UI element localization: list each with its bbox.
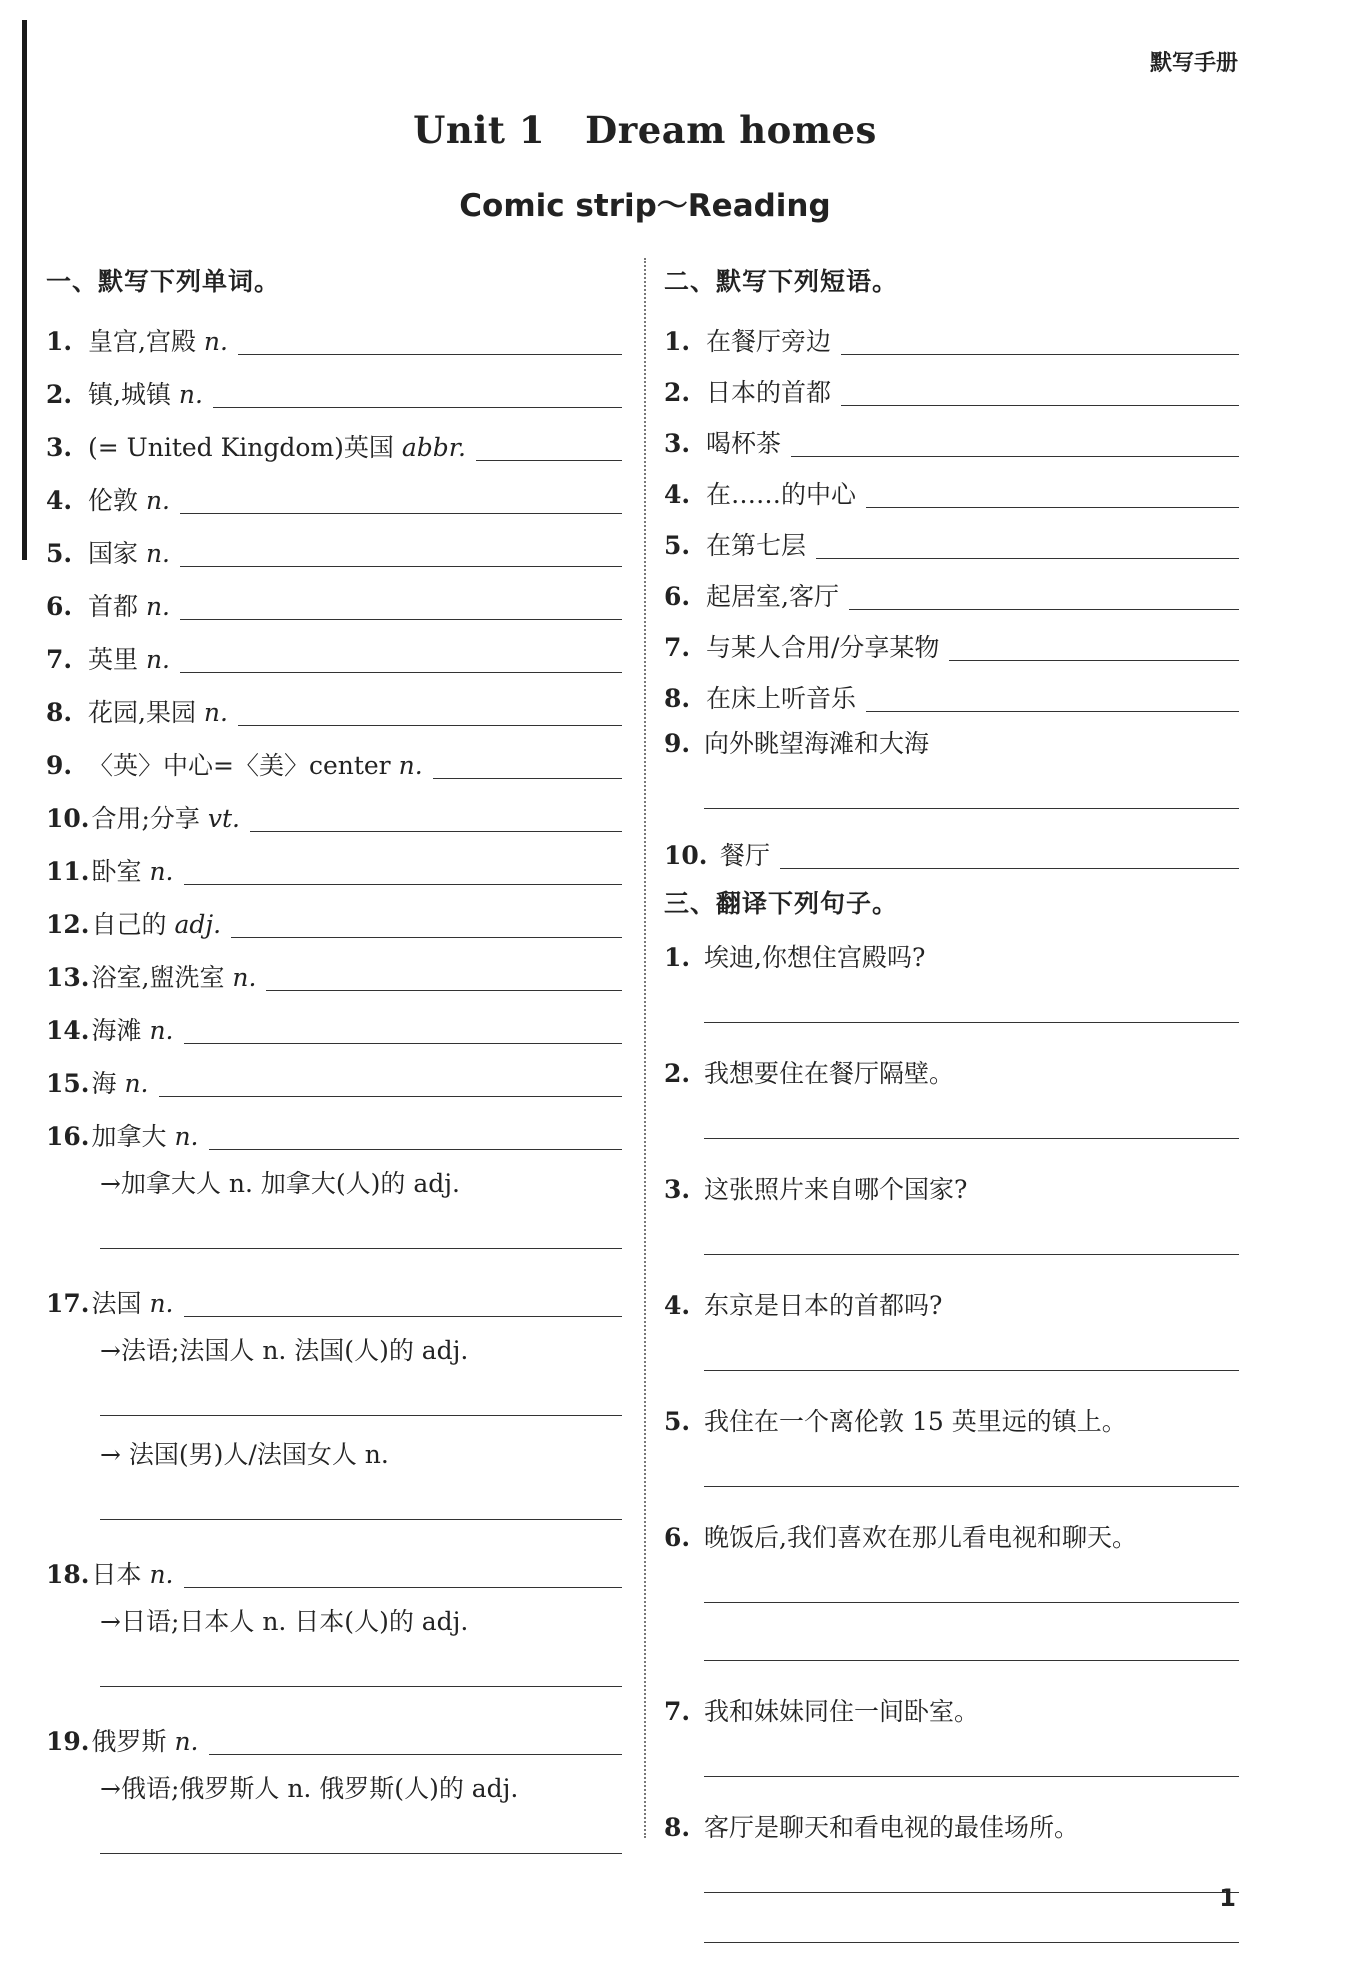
item-number: 3. xyxy=(664,1175,691,1204)
answer-blank[interactable] xyxy=(791,455,1239,457)
word-item xyxy=(46,637,622,677)
item-number: 18. xyxy=(46,1560,90,1589)
answer-blank[interactable] xyxy=(704,1369,1239,1371)
item-number: 14. xyxy=(46,1016,90,1045)
phrases-sentences-column xyxy=(664,262,1239,1943)
item-number: 11. xyxy=(46,857,90,886)
answer-blank[interactable] xyxy=(704,1941,1239,1943)
answer-blank[interactable] xyxy=(231,936,622,938)
item-number: 9. xyxy=(664,729,691,758)
answer-blank[interactable] xyxy=(100,1247,622,1249)
item-text: 海滩 xyxy=(91,1016,150,1045)
answer-blank[interactable] xyxy=(100,1685,622,1687)
answer-blank[interactable] xyxy=(238,353,622,355)
item-number: 2. xyxy=(664,1059,691,1088)
item-number: 3. xyxy=(46,433,73,462)
answer-blank[interactable] xyxy=(704,1253,1239,1255)
phrase-item xyxy=(664,319,1239,359)
item-text: 日本 xyxy=(91,1560,150,1589)
answer-blank[interactable] xyxy=(209,1753,622,1755)
derived-form-prompt: → 法国(男)人/法国女人 n. xyxy=(100,1440,389,1469)
answer-blank[interactable] xyxy=(159,1095,622,1097)
item-number: 9. xyxy=(46,751,73,780)
word-item xyxy=(46,1061,622,1101)
item-text: 晚饭后,我们喜欢在那儿看电视和聊天。 xyxy=(704,1523,1137,1552)
item-text: 首都 xyxy=(88,592,146,621)
answer-blank[interactable] xyxy=(433,777,622,779)
item-text: 自己的 xyxy=(91,910,175,939)
word-item xyxy=(46,1281,622,1321)
answer-blank[interactable] xyxy=(180,618,622,620)
answer-blank[interactable] xyxy=(704,1485,1239,1487)
answer-blank[interactable] xyxy=(184,883,622,885)
item-text: 在第七层 xyxy=(706,531,807,560)
answer-blank[interactable] xyxy=(180,512,622,514)
answer-blank[interactable] xyxy=(841,404,1239,406)
item-pos: n. xyxy=(145,645,171,674)
item-number: 10. xyxy=(664,841,708,870)
item-pos: n. xyxy=(145,486,171,515)
answer-blank[interactable] xyxy=(704,1659,1239,1661)
item-text: 餐厅 xyxy=(720,841,771,870)
item-number: 10. xyxy=(46,804,90,833)
word-item xyxy=(46,849,622,889)
item-text: (= United Kingdom)英国 xyxy=(88,433,402,462)
item-number: 4. xyxy=(664,480,691,509)
item-text: 镇,城镇 xyxy=(88,380,179,409)
item-text: 在……的中心 xyxy=(706,480,857,509)
item-text: 这张照片来自哪个国家? xyxy=(704,1175,968,1204)
answer-blank[interactable] xyxy=(704,1775,1239,1777)
item-text: 伦敦 xyxy=(88,486,146,515)
word-item xyxy=(46,531,622,571)
words-heading: 一、默写下列单词。 xyxy=(46,267,281,296)
item-number: 7. xyxy=(46,645,73,674)
word-item xyxy=(46,584,622,624)
answer-blank[interactable] xyxy=(184,1042,622,1044)
sentence-item xyxy=(664,1521,1239,1561)
derived-form-prompt: →加拿大人 n. 加拿大(人)的 adj. xyxy=(100,1169,460,1198)
item-pos: n. xyxy=(145,539,171,568)
sentence-item xyxy=(664,1289,1239,1329)
item-number: 1. xyxy=(664,327,691,356)
item-number: 7. xyxy=(664,1697,691,1726)
page-title xyxy=(0,108,1290,152)
words-section xyxy=(46,262,622,1886)
item-text: 埃迪,你想住宫殿吗? xyxy=(704,943,926,972)
item-pos: n. xyxy=(174,1727,199,1756)
item-text: 我想要住在餐厅隔壁。 xyxy=(704,1059,955,1088)
item-text: 与某人合用/分享某物 xyxy=(706,633,940,662)
page-number: 1 xyxy=(1219,1884,1236,1912)
word-item xyxy=(46,1114,622,1154)
item-number: 12. xyxy=(46,910,90,939)
word-item xyxy=(46,1552,622,1592)
answer-blank[interactable] xyxy=(866,506,1239,508)
item-text: 在床上听音乐 xyxy=(706,684,857,713)
header-label: 默写手册 xyxy=(1149,51,1238,76)
phrase-item xyxy=(664,421,1239,461)
sentences-heading: 三、翻译下列句子。 xyxy=(664,889,899,918)
unit-label: Unit 1 xyxy=(413,108,546,152)
unit-name: Dream homes xyxy=(585,108,877,152)
answer-blank[interactable] xyxy=(180,671,622,673)
item-number: 16. xyxy=(46,1122,90,1151)
answer-blank[interactable] xyxy=(180,565,622,567)
phrase-item xyxy=(664,833,1239,873)
answer-blank[interactable] xyxy=(816,557,1239,559)
item-number: 2. xyxy=(664,378,691,407)
item-text: 我和妹妹同住一间卧室。 xyxy=(704,1697,980,1726)
item-pos: n. xyxy=(398,751,423,780)
sentence-item xyxy=(664,1811,1239,1851)
word-item xyxy=(46,372,622,412)
derived-form-prompt: →日语;日本人 n. 日本(人)的 adj. xyxy=(100,1607,469,1636)
answer-blank[interactable] xyxy=(100,1852,622,1854)
derived-form-prompt: →法语;法国人 n. 法国(人)的 adj. xyxy=(100,1336,469,1365)
item-number: 5. xyxy=(664,1407,691,1436)
item-text: 法国 xyxy=(91,1289,150,1318)
answer-blank[interactable] xyxy=(476,459,622,461)
item-number: 2. xyxy=(46,380,73,409)
answer-blank[interactable] xyxy=(866,710,1239,712)
answer-blank[interactable] xyxy=(238,724,622,726)
item-text: 海 xyxy=(91,1069,125,1098)
answer-blank[interactable] xyxy=(704,807,1239,809)
phrase-item xyxy=(664,574,1239,614)
item-text: 客厅是聊天和看电视的最佳场所。 xyxy=(704,1813,1080,1842)
item-text: 喝杯茶 xyxy=(706,429,782,458)
word-item xyxy=(46,425,622,465)
item-number: 13. xyxy=(46,963,90,992)
item-number: 6. xyxy=(664,1523,691,1552)
item-text: 俄罗斯 xyxy=(91,1727,175,1756)
item-pos: adj. xyxy=(174,910,222,939)
answer-blank[interactable] xyxy=(704,1601,1239,1603)
item-number: 8. xyxy=(664,1813,691,1842)
answer-blank[interactable] xyxy=(266,989,622,991)
word-item xyxy=(46,902,622,942)
item-text: 我住在一个离伦敦 15 英里远的镇上。 xyxy=(704,1407,1127,1436)
word-item xyxy=(46,1719,622,1759)
word-item xyxy=(46,319,622,359)
item-text: 东京是日本的首都吗? xyxy=(704,1291,943,1320)
word-item xyxy=(46,690,622,730)
answer-blank[interactable] xyxy=(704,1891,1239,1893)
item-pos: n. xyxy=(149,1560,174,1589)
item-pos: n. xyxy=(178,380,203,409)
item-number: 1. xyxy=(664,943,691,972)
item-pos: n. xyxy=(203,698,228,727)
item-number: 5. xyxy=(46,539,73,568)
word-item xyxy=(46,796,622,836)
answer-blank[interactable] xyxy=(184,1586,622,1588)
derived-form-prompt: →俄语;俄罗斯人 n. 俄罗斯(人)的 adj. xyxy=(100,1774,519,1803)
item-text: 国家 xyxy=(88,539,146,568)
sentence-item xyxy=(664,1405,1239,1445)
item-text: 花园,果园 xyxy=(88,698,204,727)
item-number: 6. xyxy=(46,592,73,621)
word-item xyxy=(46,1008,622,1048)
item-text: 加拿大 xyxy=(91,1122,175,1151)
phrase-item xyxy=(664,370,1239,410)
item-number: 4. xyxy=(664,1291,691,1320)
phrase-item xyxy=(664,727,1239,767)
answer-blank[interactable] xyxy=(100,1414,622,1416)
item-pos: n. xyxy=(149,1289,174,1318)
item-pos: n. xyxy=(232,963,257,992)
item-text: 浴室,盥洗室 xyxy=(91,963,233,992)
item-text: 在餐厅旁边 xyxy=(706,327,832,356)
phrases-heading: 二、默写下列短语。 xyxy=(664,267,899,296)
answer-blank[interactable] xyxy=(780,867,1239,869)
item-number: 3. xyxy=(664,429,691,458)
answer-blank[interactable] xyxy=(849,608,1239,610)
sentence-item xyxy=(664,941,1239,981)
sentence-item xyxy=(664,1695,1239,1735)
word-item xyxy=(46,743,622,783)
sentence-item xyxy=(664,1173,1239,1213)
item-text: 英里 xyxy=(88,645,146,674)
phrase-item xyxy=(664,523,1239,563)
answer-blank[interactable] xyxy=(841,353,1239,355)
item-number: 8. xyxy=(664,684,691,713)
answer-blank[interactable] xyxy=(100,1518,622,1520)
page-subtitle: Comic strip～Reading xyxy=(459,188,831,224)
answer-blank[interactable] xyxy=(209,1148,622,1150)
item-number: 1. xyxy=(46,327,73,356)
item-pos: n. xyxy=(145,592,171,621)
item-number: 4. xyxy=(46,486,73,515)
answer-blank[interactable] xyxy=(250,830,622,832)
sentence-item xyxy=(664,1057,1239,1097)
word-item xyxy=(46,955,622,995)
phrase-item xyxy=(664,472,1239,512)
answer-blank[interactable] xyxy=(949,659,1239,661)
item-number: 7. xyxy=(664,633,691,662)
answer-blank[interactable] xyxy=(704,1021,1239,1023)
item-number: 17. xyxy=(46,1289,90,1318)
item-text: 向外眺望海滩和大海 xyxy=(704,729,930,758)
item-text: 日本的首都 xyxy=(706,378,832,407)
item-pos: abbr. xyxy=(401,433,466,462)
answer-blank[interactable] xyxy=(184,1315,622,1317)
item-text: 卧室 xyxy=(91,857,150,886)
item-text: 〈英〉中心=〈美〉center xyxy=(88,751,399,780)
item-pos: n. xyxy=(149,1016,174,1045)
item-pos: n. xyxy=(124,1069,149,1098)
phrase-item xyxy=(664,625,1239,665)
word-item xyxy=(46,478,622,518)
item-number: 19. xyxy=(46,1727,90,1756)
phrase-item xyxy=(664,676,1239,716)
answer-blank[interactable] xyxy=(213,406,622,408)
item-number: 8. xyxy=(46,698,73,727)
column-divider xyxy=(644,258,646,1838)
item-pos: n. xyxy=(174,1122,199,1151)
item-number: 6. xyxy=(664,582,691,611)
item-number: 5. xyxy=(664,531,691,560)
item-pos: n. xyxy=(203,327,228,356)
binding-spine xyxy=(22,20,27,560)
item-pos: n. xyxy=(149,857,174,886)
item-number: 15. xyxy=(46,1069,90,1098)
item-text: 皇宫,宫殿 xyxy=(88,327,204,356)
answer-blank[interactable] xyxy=(704,1137,1239,1139)
item-text: 合用;分享 xyxy=(91,804,208,833)
item-text: 起居室,客厅 xyxy=(706,582,839,611)
item-pos: vt. xyxy=(207,804,240,833)
